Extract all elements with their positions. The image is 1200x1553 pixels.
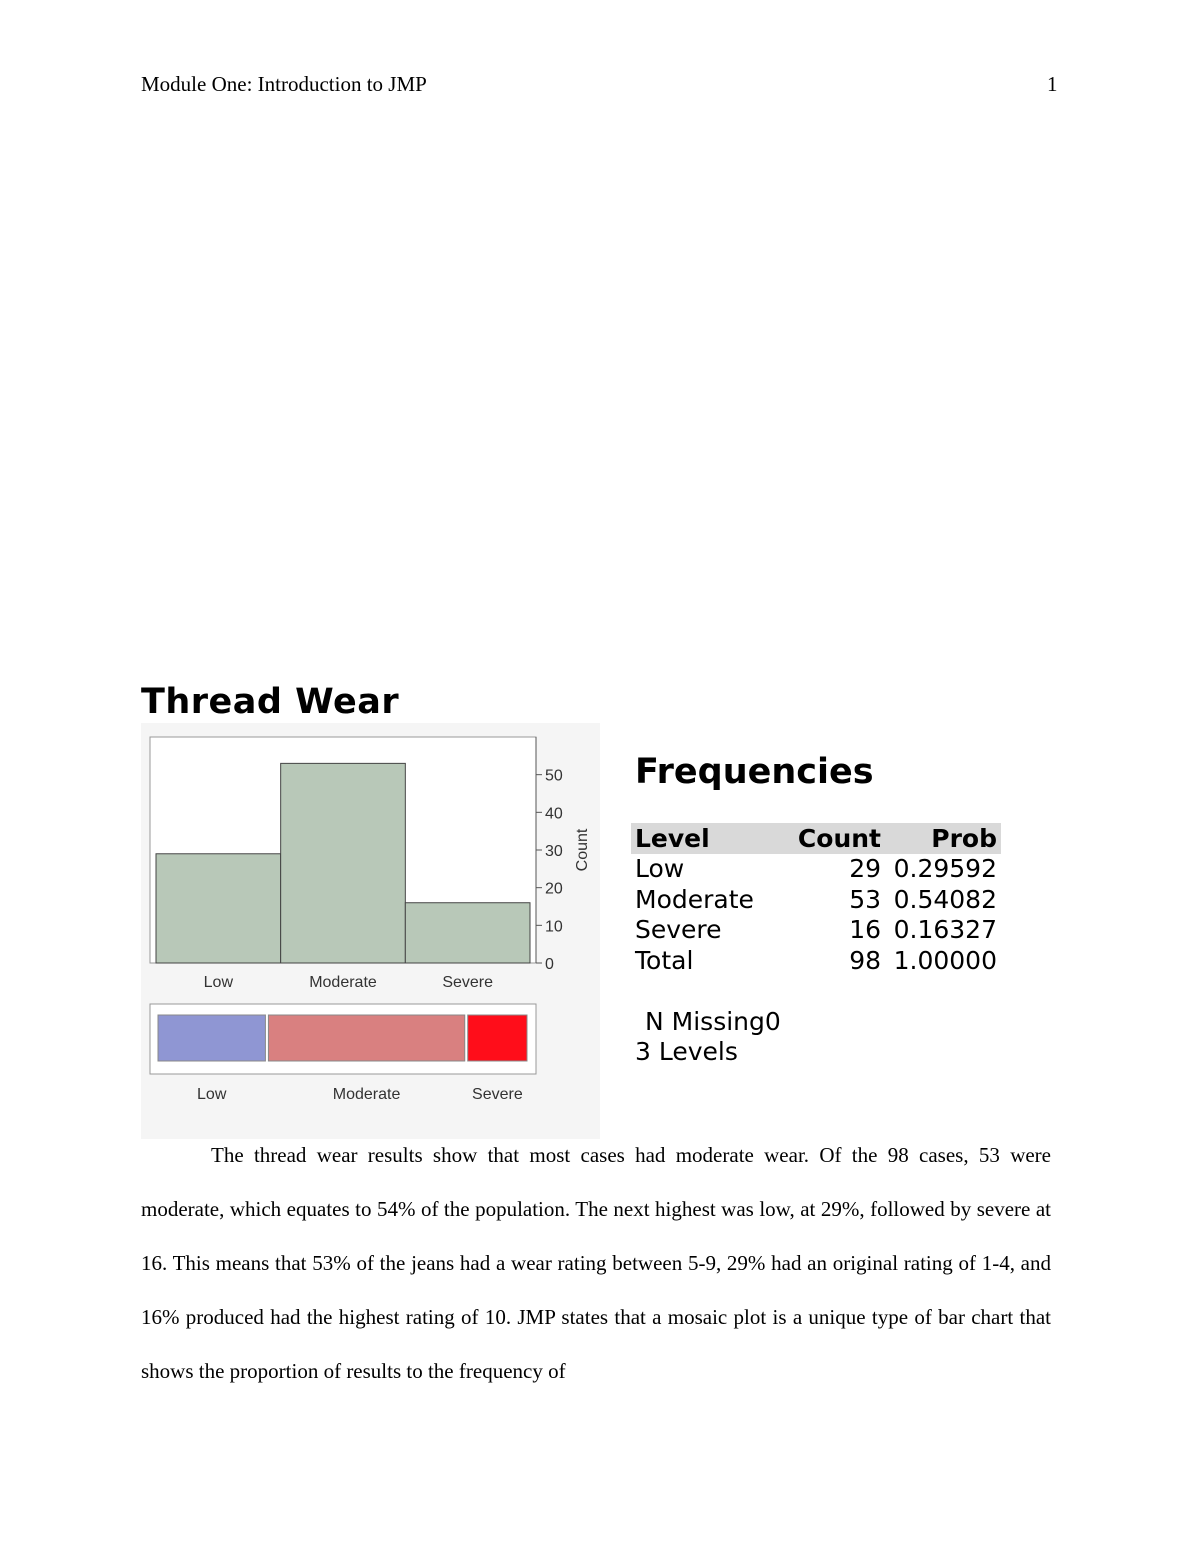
table-row <box>631 885 1001 916</box>
thread-wear-charts <box>141 723 600 1139</box>
x-labels-group <box>204 974 493 991</box>
report-title: Thread Wear <box>141 682 400 722</box>
cell-level: Low <box>635 854 685 883</box>
mosaic-labels-group <box>197 1086 523 1103</box>
y-tick-label: 0 <box>545 956 554 973</box>
y-ticks-group <box>536 768 563 973</box>
mosaic-label: Low <box>197 1086 227 1103</box>
header-prob: Prob <box>885 823 1001 854</box>
cell-prob: 1.00000 <box>893 945 997 975</box>
y-tick-label: 10 <box>545 918 563 936</box>
y-tick-label: 50 <box>545 767 563 785</box>
x-tick-label: Severe <box>442 974 494 991</box>
frequencies-table <box>631 823 1001 976</box>
page-number: 1 <box>1047 72 1058 96</box>
bar-moderate <box>281 763 406 963</box>
table-row <box>631 915 1001 946</box>
bar-severe <box>405 903 530 963</box>
header-level: Level <box>631 823 779 854</box>
header-count: Count <box>779 823 885 854</box>
mosaic-group <box>158 1015 527 1061</box>
x-tick-label: Moderate <box>309 974 377 991</box>
n-missing: N Missing0 <box>645 1007 781 1036</box>
mosaic-segment-moderate <box>268 1015 464 1061</box>
x-tick-label: Low <box>203 974 234 991</box>
table-row <box>631 854 1001 885</box>
mosaic-label: Moderate <box>332 1086 401 1103</box>
table-header-row <box>631 823 1001 854</box>
cell-level: Total <box>635 945 694 975</box>
mosaic-segment-severe <box>468 1015 527 1061</box>
bar-low <box>156 854 281 963</box>
cell-level: Moderate <box>635 884 754 914</box>
y-tick-label: 30 <box>545 843 563 860</box>
cell-count: 29 <box>849 854 881 883</box>
cell-prob: 0.16327 <box>893 915 997 944</box>
table-row <box>631 946 1001 977</box>
running-head: Module One: Introduction to JMP <box>141 72 427 96</box>
y-tick-label: 20 <box>545 880 563 898</box>
chart-panel <box>141 723 600 1139</box>
cell-count: 98 <box>849 945 881 975</box>
levels-count: 3 Levels <box>635 1037 738 1066</box>
cell-count: 53 <box>849 884 881 914</box>
mosaic-segment-low <box>158 1015 265 1061</box>
y-axis-label: Count <box>574 828 591 872</box>
y-tick-label: 40 <box>545 805 563 823</box>
cell-prob: 0.54082 <box>893 884 997 914</box>
frequencies-title: Frequencies <box>635 752 874 792</box>
cell-prob: 0.29592 <box>893 854 997 883</box>
body-paragraph: The thread wear results show that most cases had moderate wear. Of the 98 cases, 53 were moderate, which equates to 54% of the population. The next highest was low, at 29%, followed by severe at 16. This means that 53% of the jeans had a wear rating between 5-9, 29% had an original rating of 1-4, and 16% produced had the highest rating of 10. JMP states that a mosaic plot is a unique type of bar chart that shows the proportion of results to the frequency of <box>141 1143 1051 1383</box>
mosaic-label: Severe <box>472 1086 523 1103</box>
cell-count: 16 <box>849 915 881 944</box>
cell-level: Severe <box>635 915 722 944</box>
